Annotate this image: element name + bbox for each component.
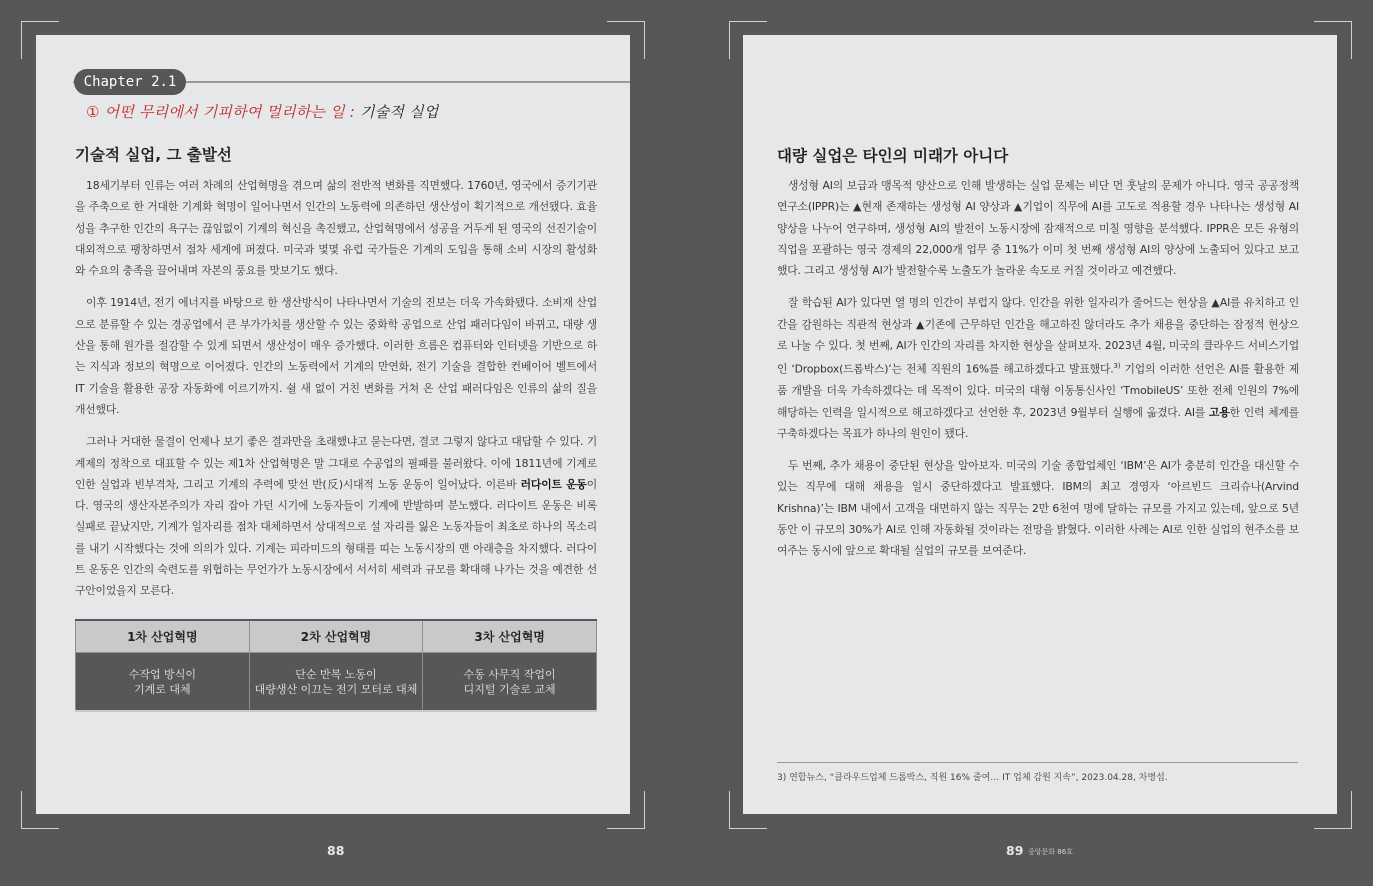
paragraph (75, 431, 597, 601)
article-body (75, 175, 597, 613)
article-heading: 기술적 실업, 그 출발선 (75, 146, 232, 164)
footnote: 3) 연합뉴스, “클라우드업체 드롭박스, 직원 16% 줄여… IT 업체 감원 지속”, 2023.04.28, 차병섭. (777, 773, 1168, 783)
left-page (36, 35, 630, 814)
industrial-revolution-table (75, 619, 597, 712)
article-body (777, 175, 1299, 573)
bold-term: 러다이트 운동 (520, 477, 587, 491)
footnote-rule (777, 762, 1298, 763)
chapter-badge: Chapter 2.1 (74, 69, 186, 95)
paragraph: 이후 1914년, 전기 에너지를 바탕으로 한 생산방식이 나타나면서 기술의 진보는 더욱 가속화됐다. 소비재 산업으로 분류할 수 있는 경공업에서 큰 부가가치를 생산할 수 있는 중화학 공업으로 산업 패러다임이 바뀌고, 대량 생산을 통해 원가를 절감할 수 있게 되면서 생산성이 매우 증가했다. 이러한 흐름은 컴퓨터와 인터넷을 기반으로 하는 지식과 정보의 혁명으로 이어졌다. 인간의 노동력에서 기계의 만연화, 전기 기술을 결합한 컨베이어 벨트에서 IT 기술을 활용한 공장 자동화에 이르기까지. 쉴 새 없이 거친 변화를 거쳐 온 산업 패러다임은 인류의 삶의 질을 개선했다. (75, 296, 597, 416)
paragraph-text: 이다. 영국의 생산자본주의가 자리 잡아 가던 시기에 노동자들이 기계에 반발하며 분노했다. 러다이트 운동은 비록 실패로 끝났지만, 기계가 일자리를 점차 대체하면서 상대적으로 설 자리를 잃은 노동자들이 최초로 하나의 목소리를 내기 시작했다는 것에 의의가 있다. 기계는 피라미드의 형태를 띠는 노동시장의 맨 아래층을 차지했다. 러다이트 운동은 인간의 숙련도를 위협하는 무언가가 노동시장에서 서서히 세력과 규모를 확대해 나가는 것을 예견한 선구안이었을지 모른다. (75, 477, 597, 598)
table-header: 2차 산업혁명 (249, 620, 423, 653)
right-page (743, 35, 1337, 814)
paragraph-text: 잘 학습된 AI가 있다면 열 명의 인간이 부럽지 않다. 인간을 위한 일자리가 줄어드는 현상을 ▲AI를 유치하고 인간을 감원하는 직관적 현상과 ▲기존에 근무하던 인간을 해고하진 않더라도 추가 채용을 중단하는 잠정적 현상으로 나눌 수 있다. 첫 번째, AI가 인간의 자리를 차지한 현상을 살펴보자. 2023년 4월, 미국의 클라우드 서비스기업인 ‘Dropbox(드롭박스)’는 전체 직원의 16%를 해고하겠다고 발표했다. (777, 296, 1299, 376)
page-number-right: 89 (1006, 843, 1024, 858)
section-title (86, 101, 438, 122)
paragraph: 18세기부터 인류는 여러 차례의 산업혁명을 겪으며 삶의 전반적 변화를 직면했다. 1760년, 영국에서 증기기관을 주축으로 한 거대한 기계화 혁명이 일어나면서 인간의 노동력에 의존하던 생산성이 획기적으로 개선됐다. 효율성을 추구한 인간의 욕구는 끊임없이 기계의 혁신을 촉진했고, 산업혁명에서 성공을 거두게 된 영국의 선진기술이 대외적으로 팽창하면서 점차 세계에 퍼졌다. 미국과 몇몇 유럽 국가들은 기계의 도입을 통해 소비 시장의 활성화와 수요의 충족을 끌어내며 자본의 풍요를 맛보기도 했다. (75, 179, 597, 278)
article-heading: 대량 실업은 타인의 미래가 아니다 (777, 147, 1009, 165)
magazine-label: 중앙문화 86호 (1028, 848, 1073, 856)
section-title-red: ① 어떤 무리에서 기피하여 멀리하는 일 : (86, 103, 361, 121)
table-cell: 수동 사무직 작업이 디지털 기술로 교체 (423, 653, 597, 712)
paragraph: 두 번째, 추가 채용이 중단된 현상을 알아보자. 미국의 기술 종합업체인 ‘IBM’은 AI가 충분히 인간을 대신할 수 있는 직무에 대해 채용을 일시 중단하겠다고 발표했다. IBM의 최고 경영자 ‘아르빈드 크리슈나(Arvind Krishna)’는 IBM 내에서 고객을 대면하지 않는 직무는 2만 6천여 명에 달하는 규모를 가지고 있는데, 앞으로 5년 동안 이 규모의 30%가 AI로 인해 자동화될 것이라는 전망을 밝혔다. 이러한 사례는 AI로 인한 실업의 현주소를 보여주는 동시에 앞으로 확대될 실업의 규모를 보여준다. (777, 459, 1299, 558)
paragraph-text: 한 인력 체계를 구축하겠다는 목표가 하나의 원인이 됐다. (777, 405, 1299, 440)
page-number-left: 88 (327, 843, 345, 858)
table-header: 3차 산업혁명 (423, 620, 597, 653)
table-header: 1차 산업혁명 (76, 620, 250, 653)
paragraph (777, 292, 1299, 444)
table-cell: 단순 반복 노동이 대량생산 이끄는 전기 모터로 대체 (249, 653, 423, 712)
paragraph-text: 기업의 이러한 선언은 AI를 활용한 제품 개발을 더욱 가속하겠다는 데 목적이 있다. 미국의 대형 이동통신사인 ‘TmobileUS’ 또한 전체 인원의 7%에 해당하는 인력을 일시적으로 해고하겠다고 선언한 후, 2023년 9월부터 실행에 옮겼다. AI를 (777, 362, 1299, 419)
paragraph-text: 그러나 거대한 물결이 언제나 보기 좋은 결과만을 초래했냐고 묻는다면, 결코 그렇지 않다고 대답할 수 있다. 기계제의 정착으로 대표할 수 있는 제1차 산업혁명은 말 그대로 수공업의 필패를 불러왔다. 이에 1811년에 기계로 인한 실업과 빈부격차, 그리고 기계의 주력에 맞선 반(反)시대적 노동 운동이 일어났다. 이른바 (75, 435, 597, 491)
footnote-ref: 3) (1113, 362, 1121, 371)
table-cell: 수작업 방식이 기계로 대체 (76, 653, 250, 712)
paragraph: 생성형 AI의 보급과 맹목적 양산으로 인해 발생하는 실업 문제는 비단 먼 훗날의 문제가 아니다. 영국 공공정책연구소(IPPR)는 ▲현재 존재하는 생성형 AI 양상과 ▲기업이 직무에 AI를 고도로 적용할 경우 나타나는 생성형 AI 양상을 나누어 연구하며, 생성형 AI의 발전이 노동시장에 잠재적으로 미칠 영향을 분석했다. IPPR은 모든 유형의 직업을 포괄하는 영국 경제의 22,000개 업무 중 11%가 이미 첫 번째 생성형 AI의 양상에 노출되어 있다고 보고했다. 그리고 생성형 AI가 발전할수록 노출도가 놀라운 속도로 커질 것이라고 예견했다. (777, 179, 1299, 278)
section-title-subject: 기술적 실업 (360, 103, 439, 121)
bold-term: 고용 (1209, 405, 1230, 419)
